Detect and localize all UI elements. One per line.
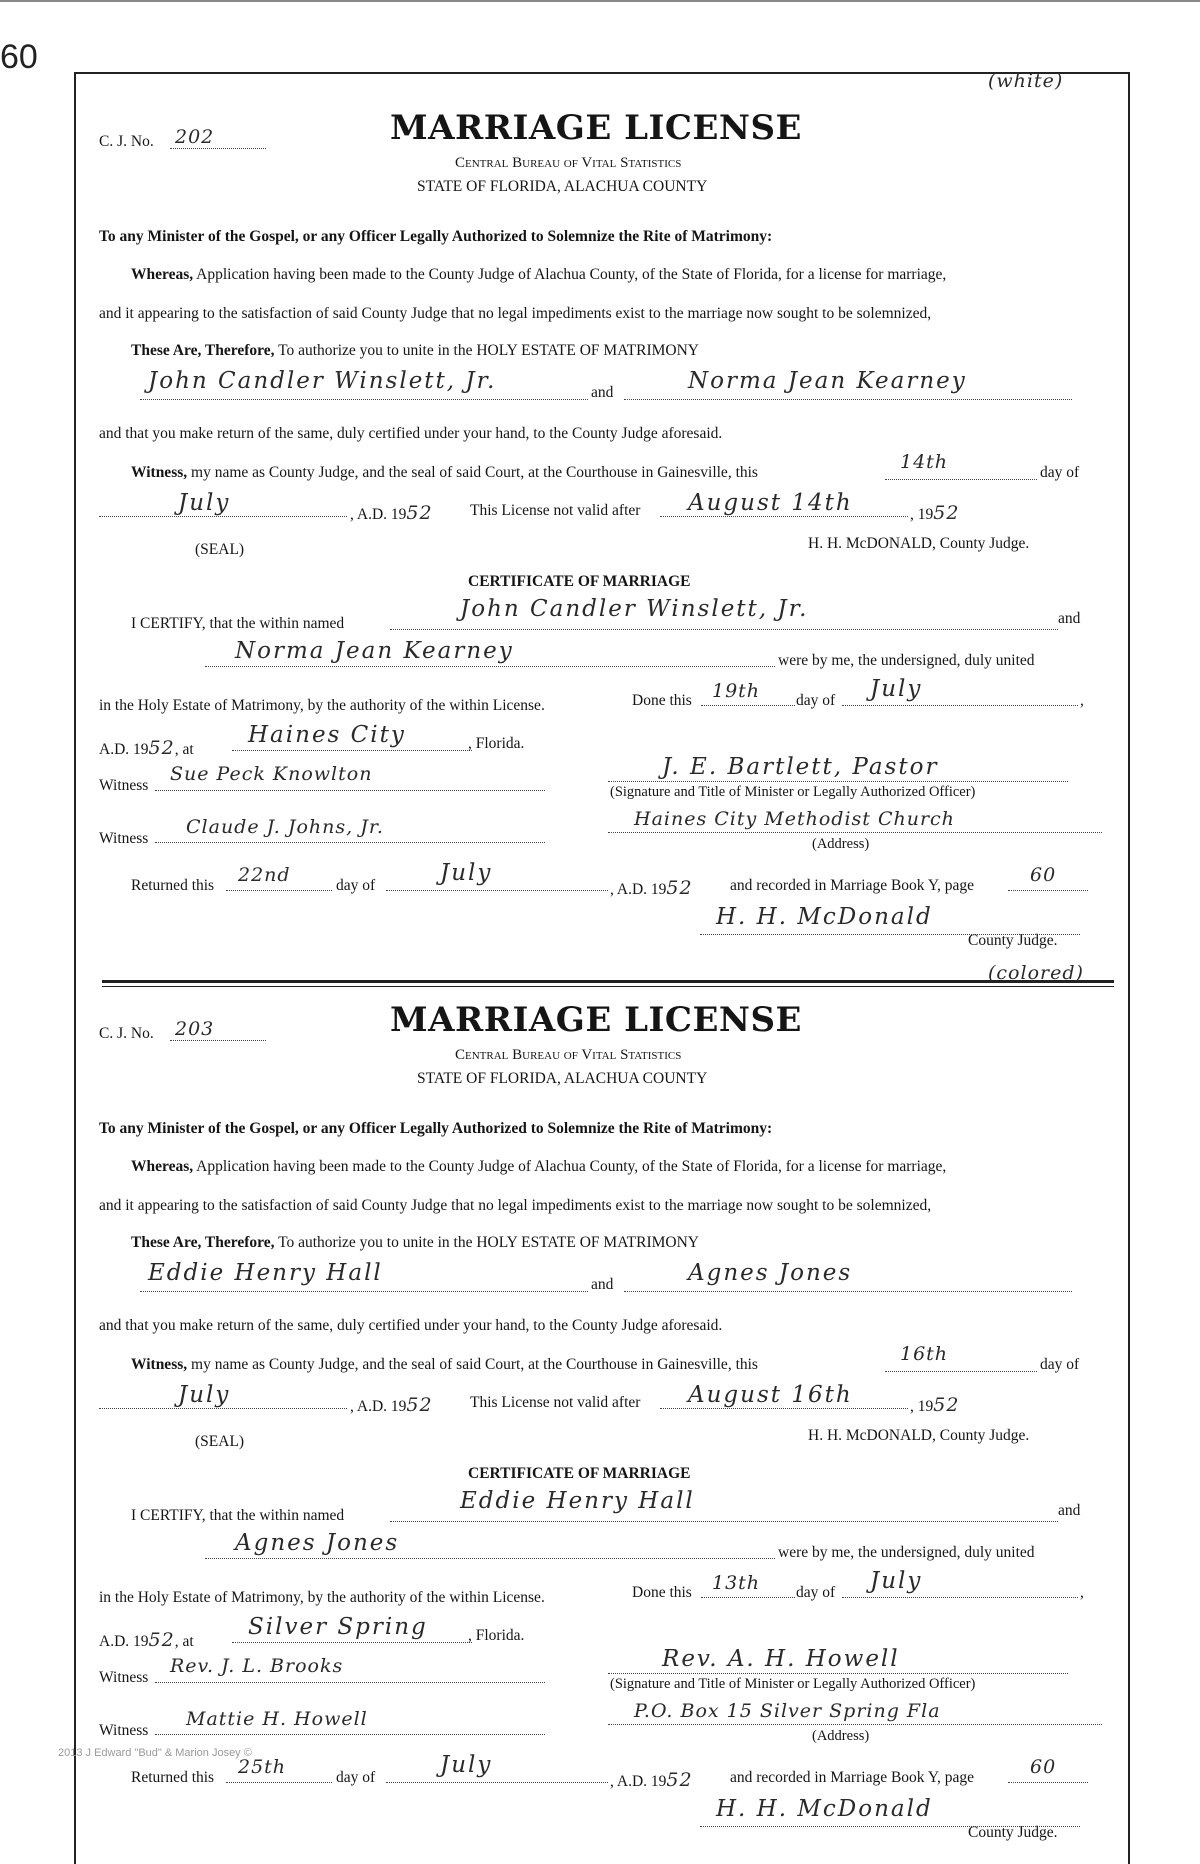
scan-top-edge — [0, 0, 1200, 6]
done-day-of: day of — [796, 692, 836, 709]
done-day-line — [701, 705, 795, 706]
returned-day-line — [226, 1782, 332, 1783]
recorded-label: and recorded in Marriage Book Y, page — [730, 877, 975, 894]
done-comma: , — [1080, 692, 1084, 709]
witness-1-label: Witness — [99, 1669, 149, 1686]
place-line — [232, 1642, 472, 1643]
whereas-line: Whereas, Application having been made to the County Judge of Alachua County, of the State of Florida, for a license for marriage, — [131, 266, 947, 283]
officiant-signature: J. E. Bartlett, Pastor — [662, 754, 939, 780]
judge-printed-name: H. H. McDONALD, County Judge. — [808, 1427, 1030, 1444]
ad-year-label: A.D. 1952, at — [99, 737, 194, 759]
witness-2-line — [155, 842, 545, 843]
address-line: To any Minister of the Gospel, or any Officer Legally Authorized to Solemnize the Rite of Matrimony: — [99, 1120, 773, 1137]
witness-1-line — [155, 1682, 545, 1683]
page-number: 60 — [0, 38, 38, 76]
returned-month-line — [386, 1782, 608, 1783]
done-this-label: Done this — [632, 1584, 692, 1601]
issue-day: 14th — [900, 451, 949, 473]
book-page-line — [1008, 1782, 1088, 1783]
florida-label: , Florida. — [468, 735, 525, 752]
valid-until-line — [660, 1408, 908, 1409]
bride-name: Norma Jean Kearney — [688, 368, 967, 394]
officiant-signature: Rev. A. H. Howell — [662, 1646, 900, 1672]
state-county: STATE OF FLORIDA, ALACHUA COUNTY — [417, 1070, 708, 1087]
day-of-label: day of — [1040, 464, 1080, 481]
appearing-line: and it appearing to the satisfaction of said County Judge that no legal impediments exist to the marriage now sought to be solemnized, — [99, 305, 932, 322]
certificate-title: CERTIFICATE OF MARRIAGE — [468, 1465, 691, 1482]
cj-no-value: 202 — [175, 126, 215, 148]
bureau-name: Central Bureau of Vital Statistics — [455, 1047, 682, 1063]
returned-month-line — [386, 890, 608, 891]
appearing-line: and it appearing to the satisfaction of said County Judge that no legal impediments exist to the marriage now sought to be solemnized, — [99, 1197, 932, 1214]
cert-groom: John Candler Winslett, Jr. — [460, 596, 809, 622]
not-valid-label: This License not valid after — [470, 1394, 641, 1411]
address-label: (Address) — [812, 836, 870, 852]
ad-prefix: , A.D. 1952 — [350, 1394, 433, 1416]
witness-1-label: Witness — [99, 777, 149, 794]
these-are-line: These Are, Therefore, To authorize you to unite in the HOLY ESTATE OF MATRIMONY — [131, 1234, 700, 1251]
valid-until: August 16th — [688, 1382, 853, 1408]
cj-no-line — [170, 1040, 266, 1041]
not-valid-label: This License not valid after — [470, 502, 641, 519]
ad-year-label: A.D. 1952, at — [99, 1629, 194, 1651]
whereas-line: Whereas, Application having been made to the County Judge of Alachua County, of the State of Florida, for a license for marriage, — [131, 1158, 947, 1175]
state-county: STATE OF FLORIDA, ALACHUA COUNTY — [417, 178, 708, 195]
return-line: and that you make return of the same, duly certified under your hand, to the County Judge aforesaid. — [99, 425, 723, 442]
witness-2: Mattie H. Howell — [186, 1708, 368, 1730]
bureau-name: Central Bureau of Vital Statistics — [455, 155, 682, 171]
witness-1: Sue Peck Knowlton — [170, 763, 373, 785]
returned-year: , A.D. 1952 — [610, 877, 693, 899]
seal-label: (SEAL) — [195, 541, 245, 558]
cj-no-value: 203 — [175, 1018, 215, 1040]
returned-day-of: day of — [336, 1769, 376, 1786]
certificate-title: CERTIFICATE OF MARRIAGE — [468, 573, 691, 590]
florida-label: , Florida. — [468, 1627, 525, 1644]
bride-name: Agnes Jones — [688, 1260, 853, 1286]
cj-no-label: C. J. No. — [99, 1025, 154, 1042]
license-title: MARRIAGE LICENSE — [390, 108, 802, 148]
witness-2-line — [155, 1734, 545, 1735]
issue-day-line — [885, 1371, 1037, 1372]
and-word: and — [591, 384, 614, 401]
cert-bride: Agnes Jones — [235, 1530, 400, 1556]
returned-label: Returned this — [131, 1769, 215, 1786]
witness-2: Claude J. Johns, Jr. — [186, 816, 384, 838]
issue-month: July — [178, 490, 231, 516]
done-day: 19th — [712, 680, 761, 702]
book-page: 60 — [1030, 864, 1057, 886]
issue-month-line — [99, 1408, 347, 1409]
cert-bride: Norma Jean Kearney — [235, 638, 514, 664]
place-line — [232, 750, 472, 751]
book-page-line — [1008, 890, 1088, 891]
valid-until-line — [660, 516, 908, 517]
place: Silver Spring — [248, 1614, 428, 1640]
issue-day-line — [885, 479, 1037, 480]
cert-bride-line — [205, 666, 775, 667]
issue-month-line — [99, 516, 347, 517]
done-day-line — [701, 1597, 795, 1598]
done-this-label: Done this — [632, 692, 692, 709]
sig-title-label: (Signature and Title of Minister or Legally Authorized Officer) — [610, 784, 976, 800]
groom-name: John Candler Winslett, Jr. — [148, 368, 497, 394]
cert-bride-line — [205, 1558, 775, 1559]
sig-title-label: (Signature and Title of Minister or Legally Authorized Officer) — [610, 1676, 976, 1692]
done-month-line — [842, 1597, 1078, 1598]
day-of-label: day of — [1040, 1356, 1080, 1373]
section-divider — [102, 980, 1114, 987]
returned-label: Returned this — [131, 877, 215, 894]
address-line-rule — [608, 1724, 1102, 1725]
groom-line — [140, 1291, 588, 1292]
officiant-address: P.O. Box 15 Silver Spring Fla — [634, 1700, 941, 1722]
issue-day: 16th — [900, 1343, 949, 1365]
returned-day: 25th — [238, 1756, 287, 1778]
returned-month: July — [440, 860, 493, 886]
officiant-address: Haines City Methodist Church — [634, 808, 955, 830]
county-judge-label: County Judge. — [968, 1824, 1058, 1841]
done-comma: , — [1080, 1584, 1084, 1601]
race-note: (white) — [988, 70, 1064, 92]
witness-2-label: Witness — [99, 830, 149, 847]
and-word: and — [591, 1276, 614, 1293]
cert-groom: Eddie Henry Hall — [460, 1488, 695, 1514]
officiant-line — [608, 1673, 1068, 1674]
done-day-of: day of — [796, 1584, 836, 1601]
witness-1-line — [155, 790, 545, 791]
county-judge-label: County Judge. — [968, 932, 1058, 949]
groom-name: Eddie Henry Hall — [148, 1260, 383, 1286]
book-page: 60 — [1030, 1756, 1057, 1778]
cj-no-line — [170, 148, 266, 149]
witness-line: Witness, my name as County Judge, and the seal of said Court, at the Courthouse in Gainesville, this — [131, 1356, 758, 1373]
were-united-label: were by me, the undersigned, duly united — [778, 652, 1035, 669]
judge-printed-name: H. H. McDONALD, County Judge. — [808, 535, 1030, 552]
returned-day: 22nd — [238, 864, 291, 886]
done-day: 13th — [712, 1572, 761, 1594]
judge-signature: H. H. McDonald — [716, 904, 933, 930]
cert-groom-line — [390, 629, 1058, 630]
address-line-rule — [608, 832, 1102, 833]
valid-year: , 1952 — [910, 1394, 960, 1416]
return-line: and that you make return of the same, duly certified under your hand, to the County Judge aforesaid. — [99, 1317, 723, 1334]
returned-year: , A.D. 1952 — [610, 1769, 693, 1791]
groom-line — [140, 399, 588, 400]
done-month: July — [870, 676, 923, 702]
valid-until: August 14th — [688, 490, 853, 516]
holy-estate-label: in the Holy Estate of Matrimony, by the authority of the within License. — [99, 697, 545, 714]
place: Haines City — [248, 722, 406, 748]
certify-label: I CERTIFY, that the within named — [131, 1507, 345, 1524]
cert-groom-line — [390, 1521, 1058, 1522]
officiant-line — [608, 781, 1068, 782]
returned-month: July — [440, 1752, 493, 1778]
address-line: To any Minister of the Gospel, or any Officer Legally Authorized to Solemnize the Rite of Matrimony: — [99, 228, 773, 245]
valid-year: , 1952 — [910, 502, 960, 524]
returned-day-line — [226, 890, 332, 891]
cj-no-label: C. J. No. — [99, 133, 154, 150]
witness-2-label: Witness — [99, 1722, 149, 1739]
witness-1: Rev. J. L. Brooks — [170, 1655, 344, 1677]
license-title: MARRIAGE LICENSE — [390, 1000, 802, 1040]
were-united-label: were by me, the undersigned, duly united — [778, 1544, 1035, 1561]
bride-line — [624, 1291, 1072, 1292]
recorded-label: and recorded in Marriage Book Y, page — [730, 1769, 975, 1786]
copyright-watermark: 2013 J Edward "Bud" & Marion Josey © — [58, 1747, 252, 1759]
judge-signature: H. H. McDonald — [716, 1796, 933, 1822]
returned-day-of: day of — [336, 877, 376, 894]
cert-and: and — [1058, 610, 1081, 627]
holy-estate-label: in the Holy Estate of Matrimony, by the authority of the within License. — [99, 1589, 545, 1606]
done-month: July — [870, 1568, 923, 1594]
these-are-line: These Are, Therefore, To authorize you to unite in the HOLY ESTATE OF MATRIMONY — [131, 342, 700, 359]
address-label: (Address) — [812, 1728, 870, 1744]
certify-label: I CERTIFY, that the within named — [131, 615, 345, 632]
bride-line — [624, 399, 1072, 400]
done-month-line — [842, 705, 1078, 706]
seal-label: (SEAL) — [195, 1433, 245, 1450]
issue-month: July — [178, 1382, 231, 1408]
witness-line: Witness, my name as County Judge, and the seal of said Court, at the Courthouse in Gainesville, this — [131, 464, 758, 481]
cert-and: and — [1058, 1502, 1081, 1519]
race-note: (colored) — [988, 962, 1084, 984]
ad-prefix: , A.D. 1952 — [350, 502, 433, 524]
